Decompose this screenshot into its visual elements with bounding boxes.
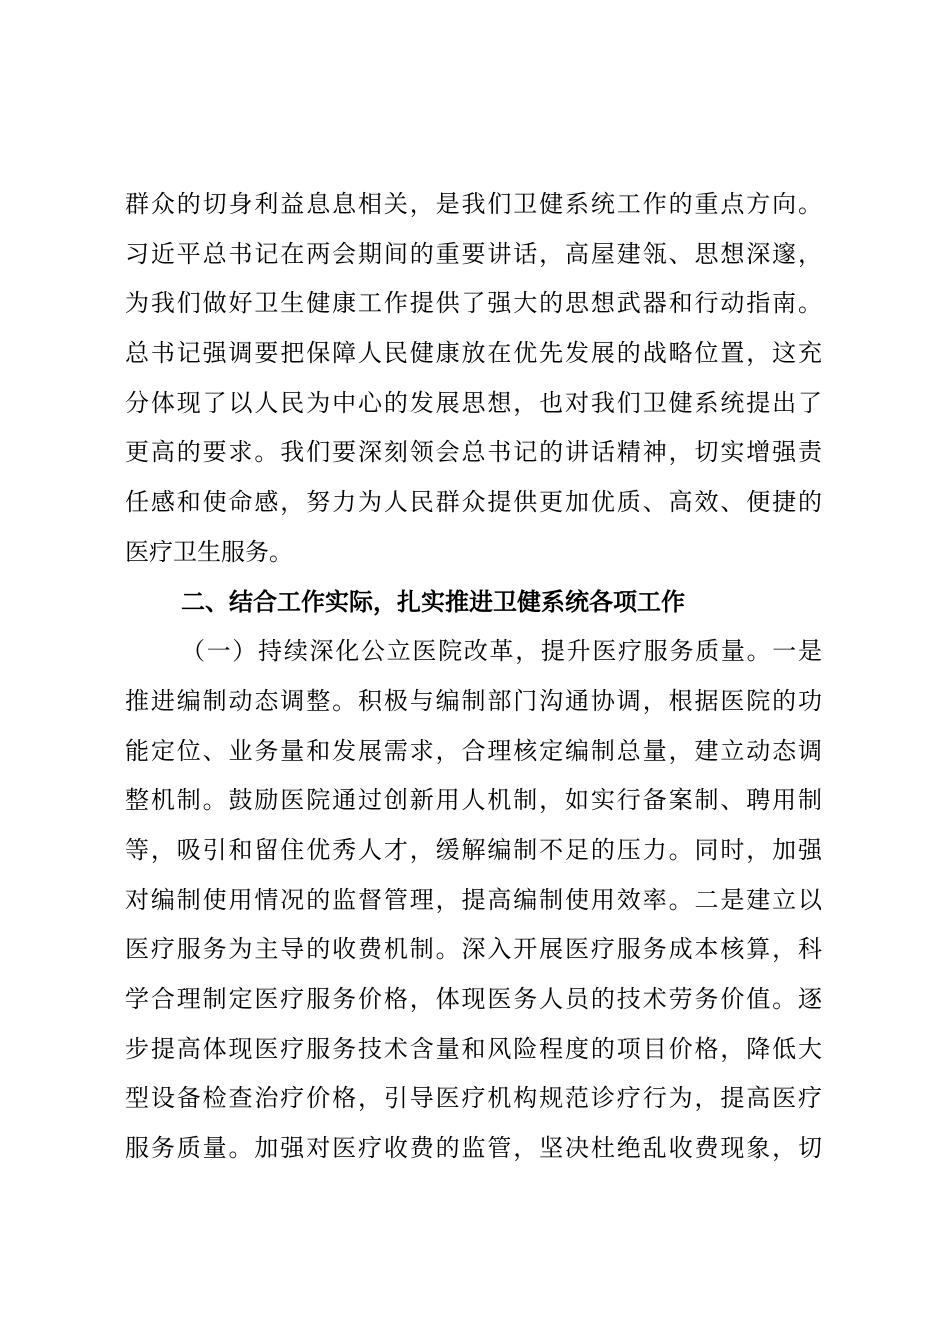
text-line: 总书记强调要把保障人民健康放在优先发展的战略位置，这充: [125, 339, 822, 368]
section-heading: 二、结合工作实际，扎实推进卫健系统各项工作: [181, 587, 685, 616]
text-line: 分体现了以人民为中心的发展思想，也对我们卫健系统提出了: [125, 388, 822, 417]
paragraph-continuation: [125, 180, 822, 578]
text-line: 学合理制定医疗服务价格，体现医务人员的技术劳务价值。逐: [125, 985, 822, 1013]
text-line: 整机制。鼓励医院通过创新用人机制，如实行备案制、聘用制: [125, 786, 822, 815]
text-line: 更高的要求。我们要深刻领会总书记的讲话精神，切实增强责: [125, 438, 822, 467]
paragraph-section-one: [125, 627, 822, 1174]
text-line: 医疗服务为主导的收费机制。深入开展医疗服务成本核算，科: [125, 935, 822, 964]
text-line: 医疗卫生服务。: [125, 537, 293, 566]
text-line: 为我们做好卫生健康工作提供了强大的思想武器和行动指南。: [125, 289, 822, 318]
text-line: 任感和使命感，努力为人民群众提供更加优质、高效、便捷的: [125, 488, 822, 517]
text-line: 型设备检查治疗价格，引导医疗机构规范诊疗行为，提高医疗: [125, 1084, 822, 1113]
text-line: 服务质量。加强对医疗收费的监管，坚决杜绝乱收费现象，切: [125, 1134, 822, 1163]
text-line: 等，吸引和留住优秀人才，缓解编制不足的压力。同时，加强: [125, 835, 822, 864]
text-line: （一）持续深化公立医院改革，提升医疗服务质量。一是: [181, 637, 822, 666]
text-line: 步提高体现医疗服务技术含量和风险程度的项目价格，降低大: [125, 1034, 822, 1063]
text-line: 对编制使用情况的监督管理，提高编制使用效率。二是建立以: [125, 885, 822, 914]
text-line: 能定位、业务量和发展需求，合理核定编制总量，建立动态调: [125, 736, 822, 765]
text-line: 习近平总书记在两会期间的重要讲话，高屋建瓴、思想深邃，: [125, 239, 822, 268]
text-line: 群众的切身利益息息相关，是我们卫健系统工作的重点方向。: [125, 190, 822, 218]
text-line: 推进编制动态调整。积极与编制部门沟通协调，根据医院的功: [125, 686, 822, 715]
document-content: [125, 180, 822, 1174]
